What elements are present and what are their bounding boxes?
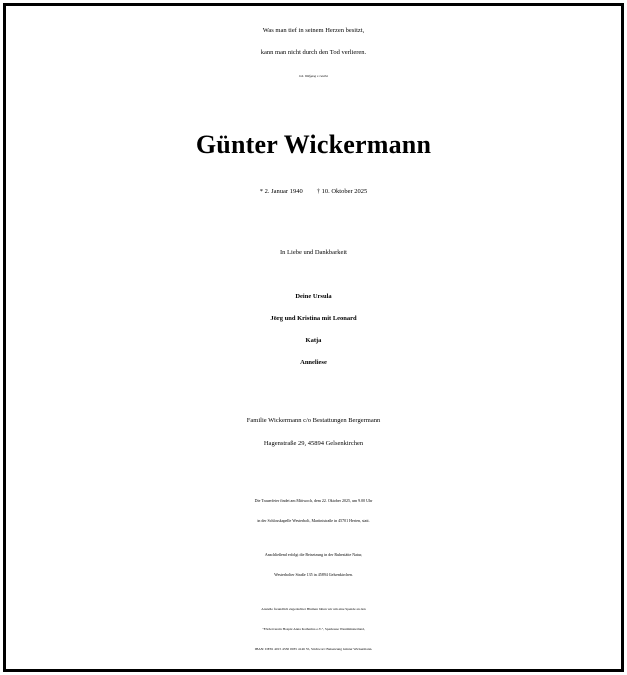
mourners-intro: In Liebe und Dankbarkeit [280,249,347,256]
mourner-name: Deine Ursula [295,293,332,300]
contact-line-1: Familie Wickermann c/o Bestattungen Bergermann [246,417,381,424]
ceremony-line-1: Die Trauerfeier findet am Mittwoch, dem 22. Oktober 2025, um 9.00 Uhr [254,498,373,503]
life-dates [6,188,621,195]
birth-date: * 2. Januar 1940 [259,188,303,195]
donation-line-2: "Förderverein Hospiz Anna Katharina e.V.", Sparkasse Westmünsterland, [262,627,365,631]
quote-author: Joh. Wolfgang v. Goethe [298,74,329,78]
mourner-name: Katja [305,337,322,344]
contact-line-2: Hagenstraße 29, 45894 Gelsenkirchen [263,440,364,447]
donation-line-1: Anstelle freundlich zugedachter Blumen bitten wir um eine Spende an den [261,607,366,611]
death-date: † 10. Oktober 2025 [316,188,368,195]
deceased-name: Günter Wickermann [195,130,432,159]
burial-line-2: Westerholter Straße 135 in 45894 Gelsenkirchen. [274,572,353,577]
ceremony-line-2: in der Schlosskapelle Westerholt, Martinistraße in 45701 Herten, statt. [257,518,370,523]
quote-line-2: kann man nicht durch den Tod verlieren. [260,49,367,56]
donation-line-3: IBAN: DE81 4015 4530 0035 4146 55, Stichwort: Beisetzung Günter Wickermann. [254,647,373,651]
mourner-name: Anneliese [300,359,327,366]
burial-line-1: Anschließend erfolgt die Beisetzung in der Ruhestätte Natur, [264,552,363,557]
obituary-frame [3,3,624,672]
quote-line-1: Was man tief in seinem Herzen besitzt, [262,27,365,34]
mourner-name: Jörg und Kristina mit Leonard [270,315,357,322]
